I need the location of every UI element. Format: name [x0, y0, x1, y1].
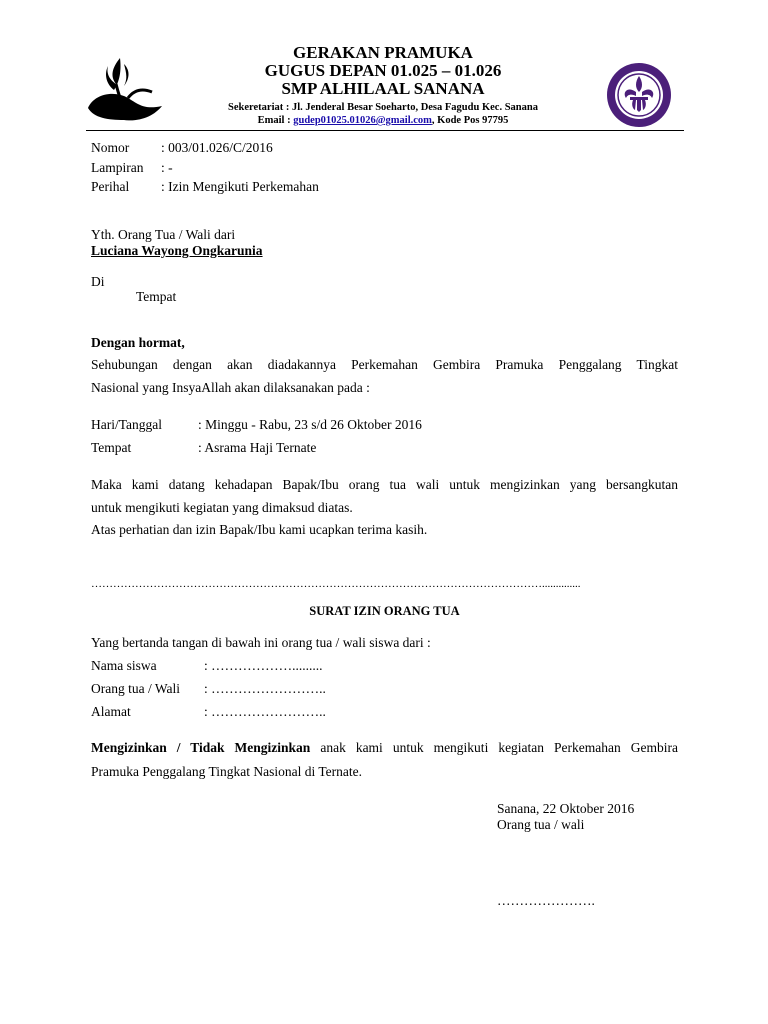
tempat-label: Tempat [136, 289, 177, 304]
email-label: Email : [257, 115, 294, 126]
nomor-label: Nomor [91, 140, 130, 155]
nama-row [91, 658, 323, 674]
nama-value: : ………………......... [204, 658, 323, 673]
recipient-line: Yth. Orang Tua / Wali dari [91, 227, 236, 242]
hari-row [91, 417, 422, 433]
student-name: Luciana Wayong Ongkarunia [91, 243, 263, 258]
para1-line1: Sehubungan dengan akan diadakannya Perkemahan Gembira Pramuka Penggalang Tingkat [91, 357, 678, 372]
hari-label: Hari/Tanggal [91, 417, 163, 432]
perihal-value: : Izin Mengikuti Perkemahan [161, 179, 319, 194]
email-link[interactable]: gudep01025.01026@gmail.com [293, 115, 432, 126]
permit-intro: Yang bertanda tangan di bawah ini orang tua / wali siswa dari : [91, 635, 431, 650]
permit-title: SURAT IZIN ORANG TUA [309, 604, 460, 618]
para1-line2: Nasional yang InsyaAllah akan dilaksanakan pada : [91, 380, 370, 395]
hari-value: : Minggu - Rabu, 23 s/d 26 Oktober 2016 [198, 417, 422, 432]
consent-line1 [91, 740, 678, 756]
ortu-value: : …………………….. [204, 681, 326, 696]
lampiran-row [91, 160, 173, 176]
tempat-row [91, 440, 316, 456]
nama-label: Nama siswa [91, 658, 157, 673]
greeting: Dengan hormat, [91, 335, 185, 350]
consent-rest: anak kami untuk mengikuti kegiatan Perkemahan Gembira [310, 740, 679, 755]
alamat-value: : …………………….. [204, 704, 326, 719]
alamat-row [91, 704, 326, 720]
letterhead [190, 44, 576, 127]
scout-emblem-icon [606, 62, 672, 128]
consent-line2: Pramuka Penggalang Tingkat Nasional di Ternate. [91, 764, 363, 779]
tempat-row-label: Tempat [91, 440, 132, 455]
address: Sekeretariat : Jl. Jenderal Besar Soeharto, Desa Fagudu Kec. Sanana [228, 102, 538, 113]
place-date: Sanana, 22 Oktober 2016 [497, 801, 635, 816]
perihal-label: Perihal [91, 179, 130, 194]
nomor-row [91, 140, 273, 156]
org-name: GERAKAN PRAMUKA [293, 43, 473, 62]
contact-line [190, 114, 576, 127]
gugus-depan: GUGUS DEPAN 01.025 – 01.026 [264, 61, 502, 80]
para2-line2: untuk mengikuti kegiatan yang dimaksud diatas. [91, 500, 353, 515]
di-label: Di [91, 274, 105, 289]
para2-line1: Maka kami datang kehadapan Bapak/Ibu orang tua wali untuk mengizinkan yang bersangkutan [91, 477, 678, 492]
postcode: , Kode Pos 97795 [431, 115, 509, 126]
school-name: SMP ALHILAAL SANANA [281, 79, 485, 98]
tempat-row-value: : Asrama Haji Ternate [198, 440, 317, 455]
tunas-kelapa-logo-icon [84, 54, 168, 124]
lampiran-value: : - [161, 160, 173, 175]
signature-line: …………………. [497, 893, 595, 908]
alamat-label: Alamat [91, 704, 131, 719]
ortu-label: Orang tua / Wali [91, 681, 181, 696]
header-divider [86, 130, 684, 131]
lampiran-label: Lampiran [91, 160, 144, 175]
consent-choice: Mengizinkan / Tidak Mengizinkan [91, 740, 311, 755]
para3: Atas perhatian dan izin Bapak/Ibu kami ucapkan terima kasih. [91, 522, 428, 537]
cut-separator: …………………………………………………………………………………………………………….............. [91, 578, 581, 590]
signer-label: Orang tua / wali [497, 817, 585, 832]
nomor-value: : 003/01.026/C/2016 [161, 140, 273, 155]
perihal-row [91, 179, 319, 195]
ortu-row [91, 681, 326, 697]
